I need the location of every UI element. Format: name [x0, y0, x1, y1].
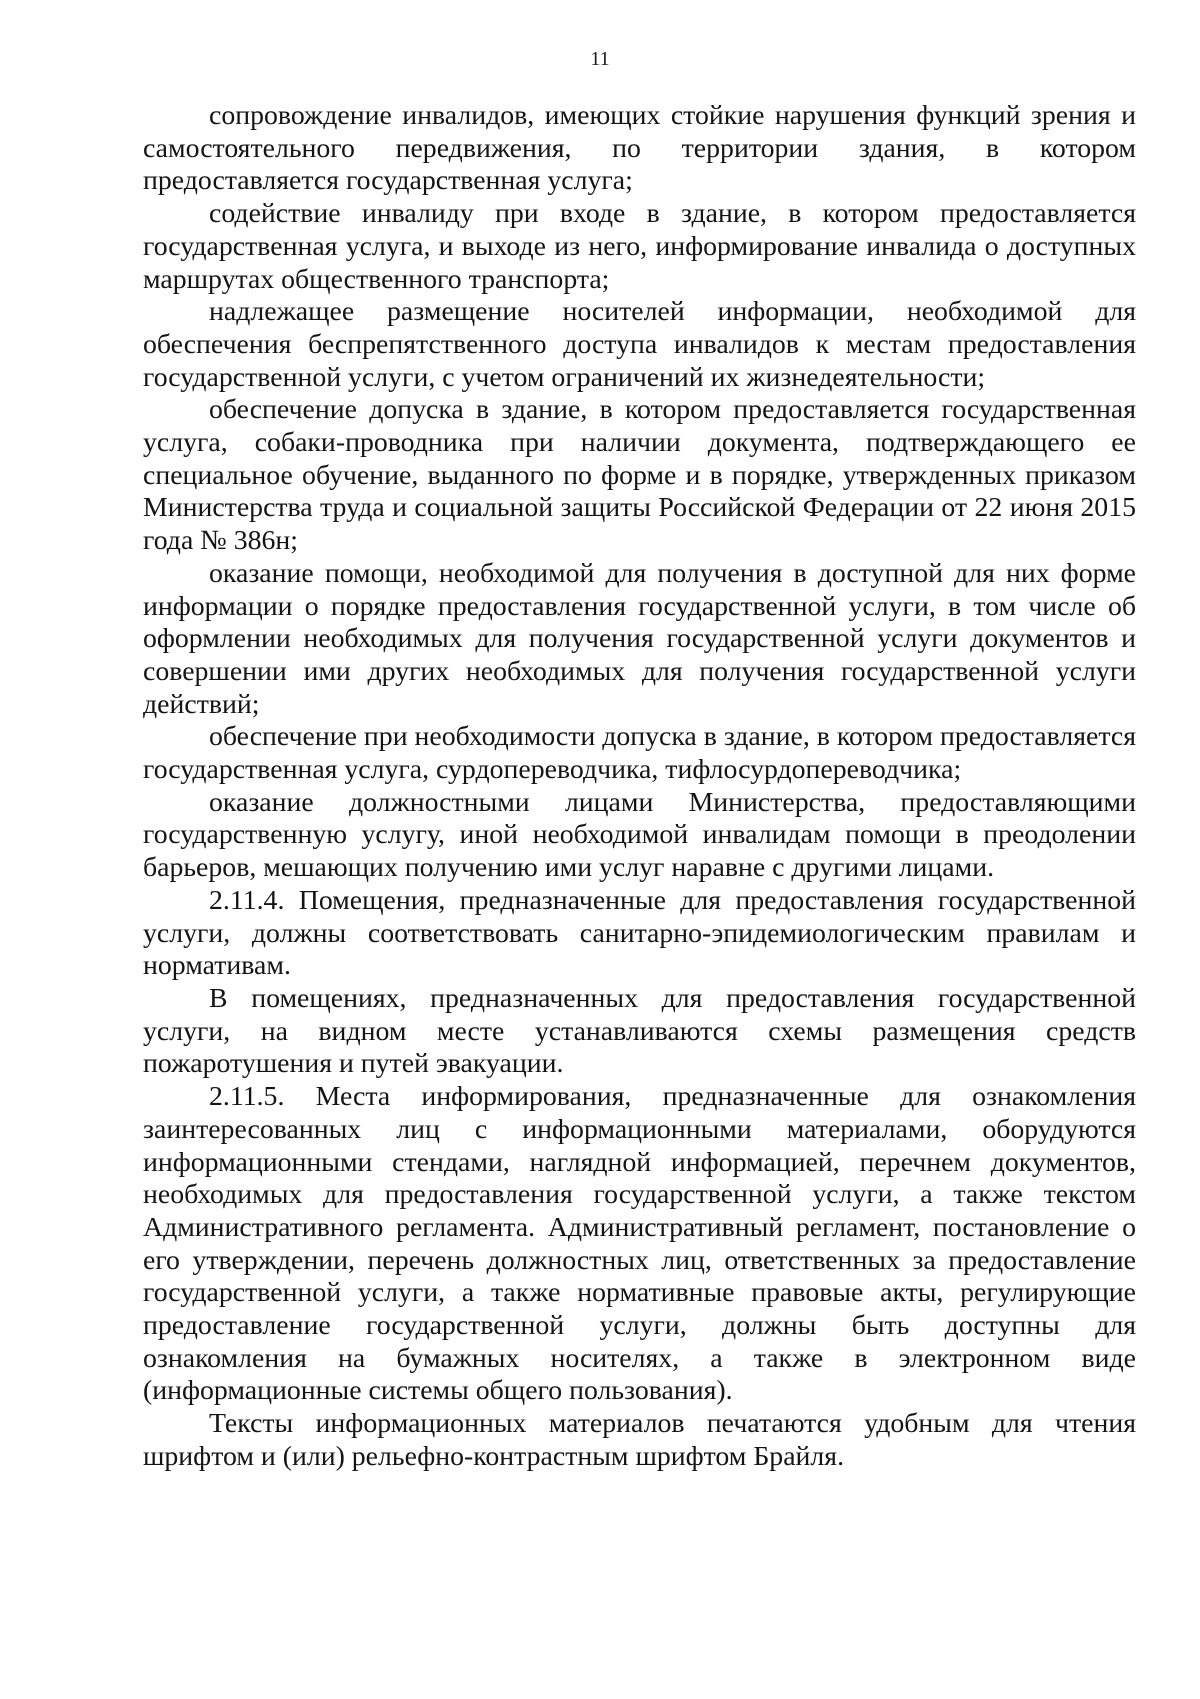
- paragraph-2-11-5: 2.11.5. Места информирования, предназначенные для ознакомления заинтересованных лиц с информационными материалами, оборудуются информационными стендами, наглядной информацией, перечнем документов, необходимых для предоставления государственной услуги, а также текстом Административного регламента. Административный регламент, постановление о его утверждении, перечень должностных лиц, ответственных за предоставление государственной услуги, а также нормативные правовые акты, регулирующие предоставление государственной услуги, должны быть доступны для ознакомления на бумажных носителях, а также в электронном виде (информационные системы общего пользования).: [143, 1081, 1136, 1407]
- paragraph-sign-interpreter: обеспечение при необходимости допуска в здание, в котором предоставляется государственная услуга, сурдопереводчика, тифлосурдопереводчика;: [143, 721, 1136, 786]
- paragraph-guide-dog: обеспечение допуска в здание, в котором предоставляется государственная услуга, собаки-проводника при наличии документа, подтверждающего ее специальное обучение, выданного по форме и в порядке, утвержденных приказом Министерства труда и социальной защиты Российской Федерации от 22 июня 2015 года № 386н;: [143, 394, 1136, 557]
- page-number: 11: [590, 48, 610, 70]
- document-body: [143, 100, 1136, 1474]
- paragraph-braille: Тексты информационных материалов печатаются удобным для чтения шрифтом и (или) рельефно-контрастным шрифтом Брайля.: [143, 1408, 1136, 1472]
- paragraph-entrance-assistance: содействие инвалиду при входе в здание, в котором предоставляется государственная услуга, и выходе из него, информирование инвалида о доступных маршрутах общественного транспорта;: [143, 198, 1136, 295]
- paragraph-officials-help: оказание должностными лицами Министерства, предоставляющими государственную услугу, иной необходимой инвалидам помощи в преодолении барьеров, мешающих получению ими услуг наравне с другими лицами.: [143, 786, 1136, 884]
- paragraph-escort-disabled: сопровождение инвалидов, имеющих стойкие нарушения функций зрения и самостоятельного передвижения, по территории здания, в котором предоставляется государственная услуга;: [143, 100, 1136, 197]
- paragraph-information-carriers: надлежащее размещение носителей информации, необходимой для обеспечения беспрепятственного доступа инвалидов к местам предоставления государственной услуги, с учетом ограничений их жизнедеятельности;: [143, 296, 1136, 393]
- paragraph-evacuation-schemes: В помещениях, предназначенных для предоставления государственной услуги, на видном месте устанавливаются схемы размещения средств пожаротушения и путей эвакуации.: [143, 982, 1136, 1080]
- paragraph-2-11-4: 2.11.4. Помещения, предназначенные для предоставления государственной услуги, должны соответствовать санитарно-эпидемиологическим правилам и нормативам.: [143, 884, 1136, 982]
- paragraph-information-help: оказание помощи, необходимой для получения в доступной для них форме информации о порядке предоставления государственной услуги, в том числе об оформлении необходимых для получения государственной услуги документов и совершении ими других необходимых для получения государственной услуги действий;: [143, 557, 1136, 720]
